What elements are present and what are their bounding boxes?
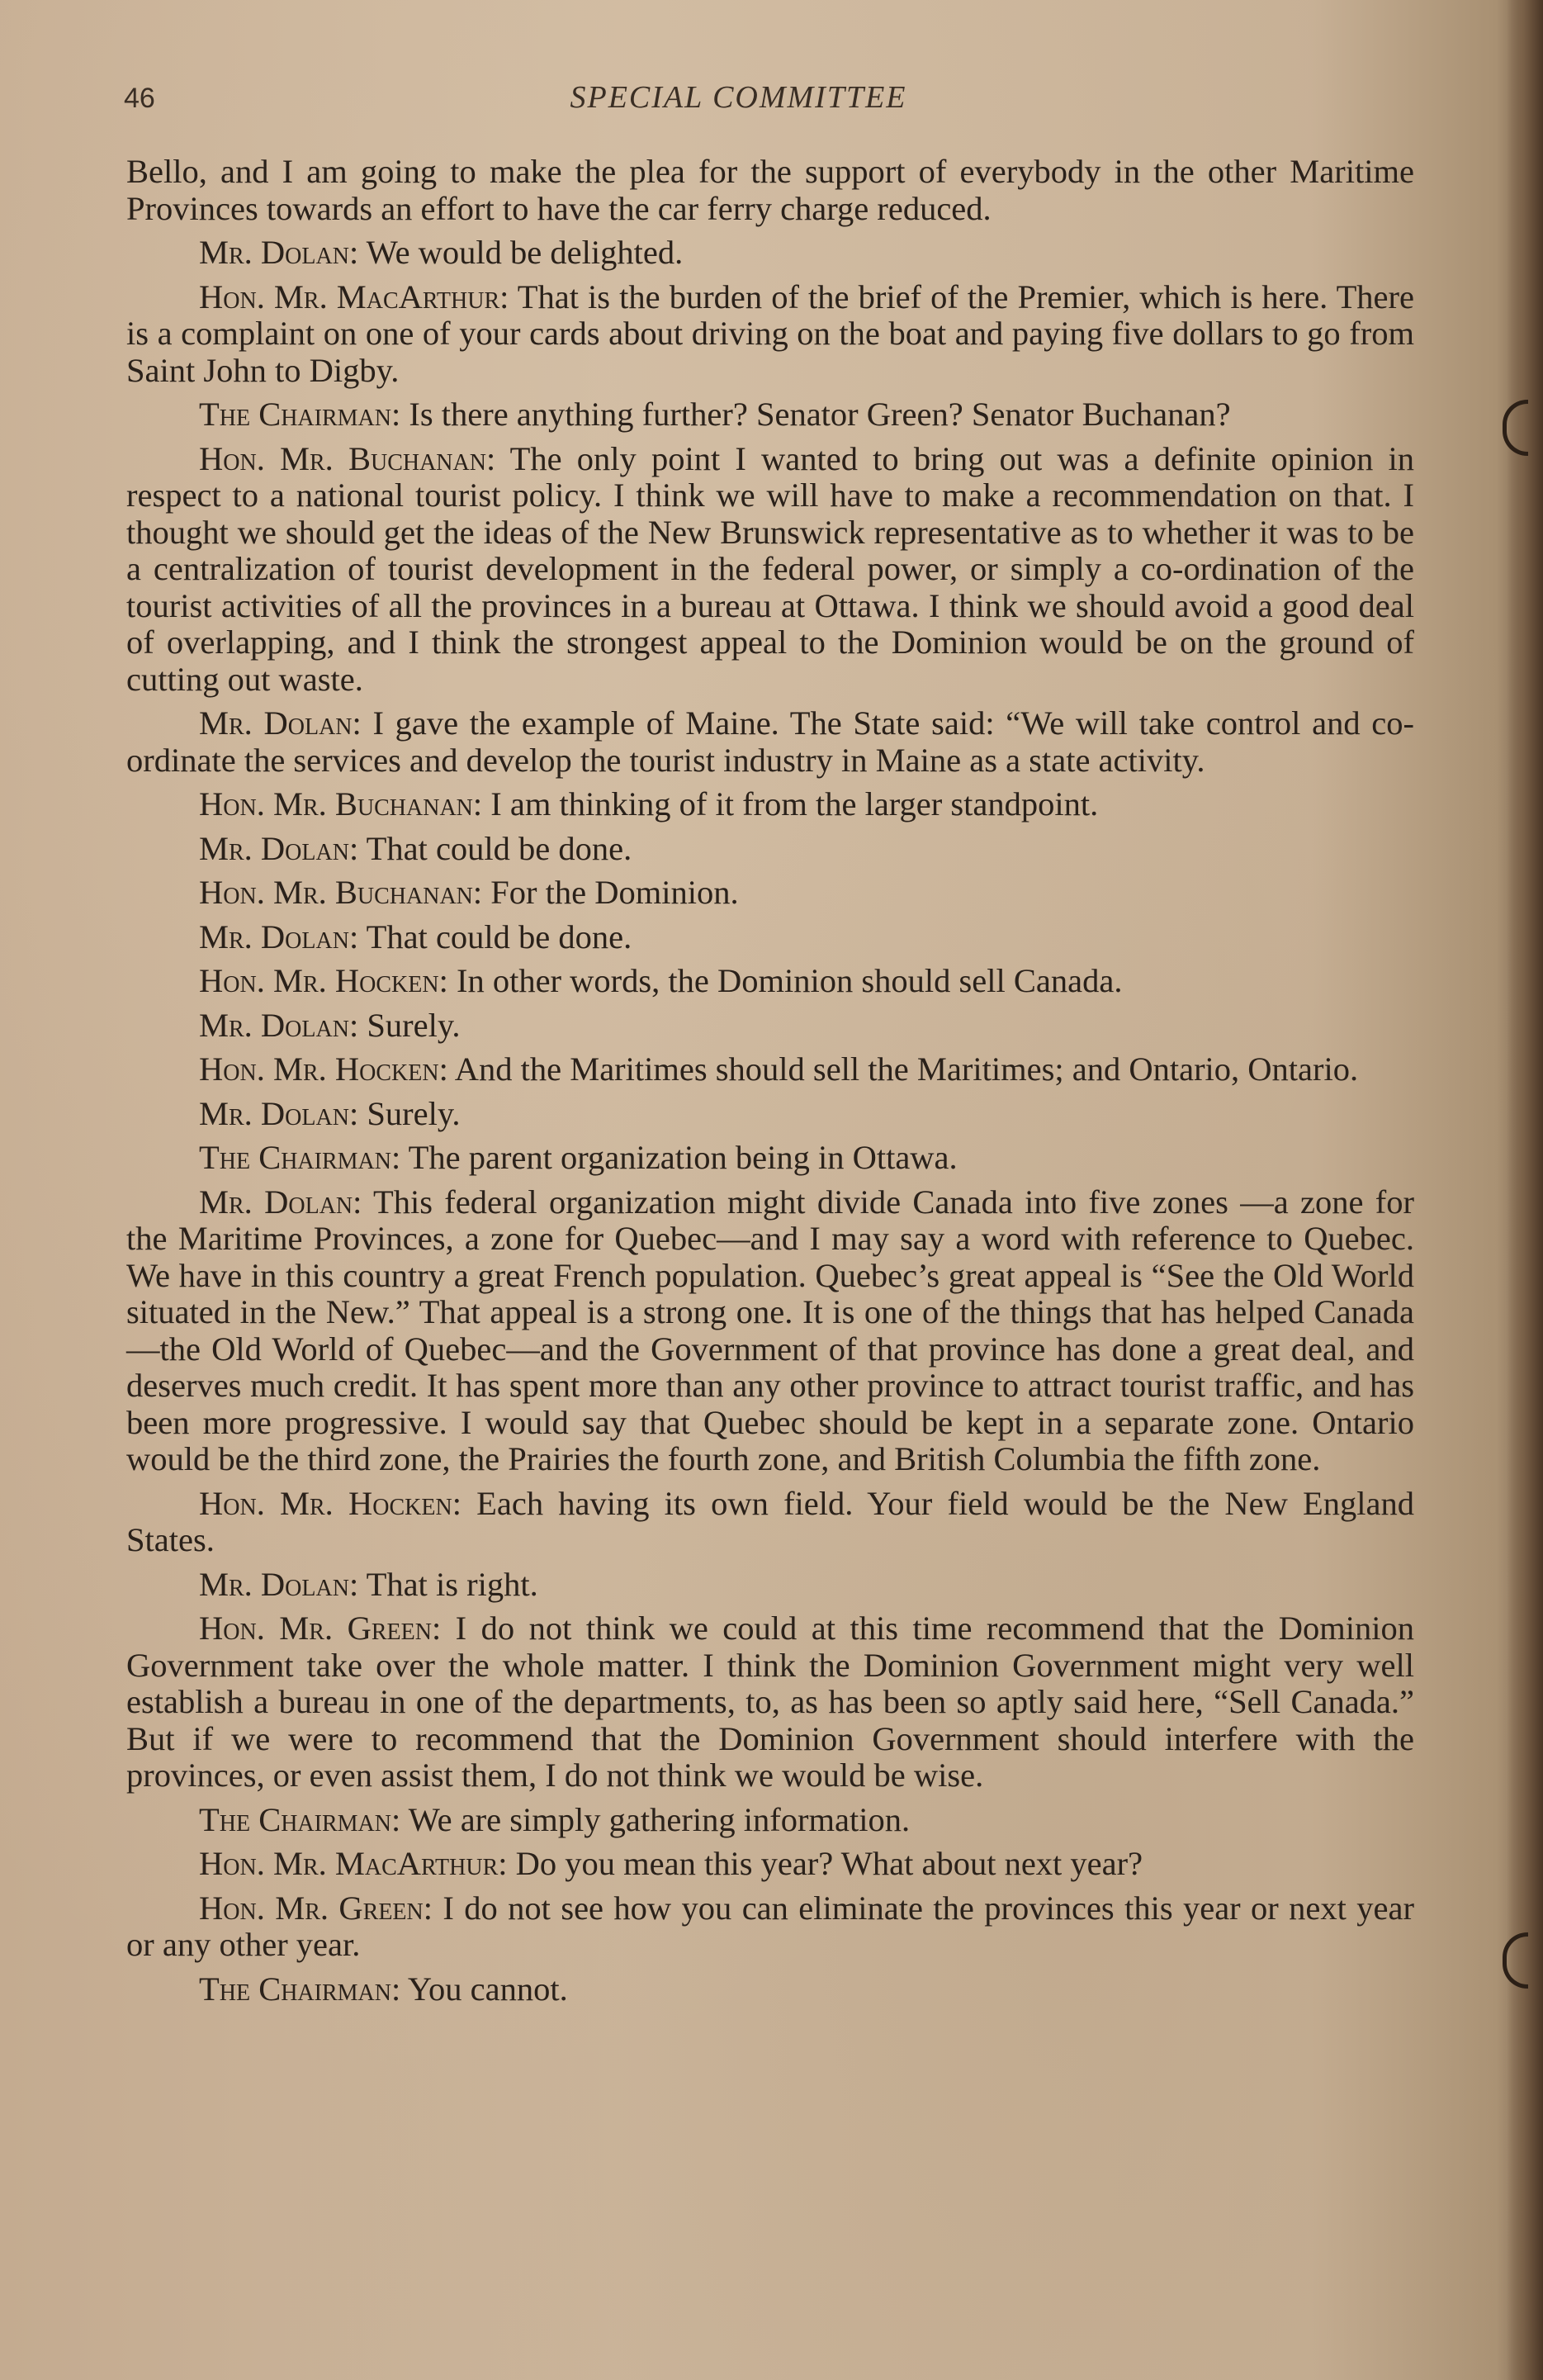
- speaker-name: The Chairman:: [199, 1800, 401, 1838]
- running-head: SPECIAL COMMITTEE: [570, 80, 907, 115]
- transcript-paragraph: [126, 963, 1414, 1000]
- paragraph-text: That could be done.: [358, 917, 632, 955]
- speaker-name: The Chairman:: [199, 1970, 401, 2008]
- transcript-paragraph: [126, 441, 1414, 699]
- transcript-paragraph: [126, 919, 1414, 956]
- paragraph-text: This federal organization might divide Canada into five zones —a zone for the Maritime Provinces, a zone for Quebec—and I may say a word with reference to Quebec. We have in this country a great French population. Quebec’s great appeal is “See the Old World situated in the New.” That appeal is a strong one. It is one of the things that has helped Canada—the Old World of Quebec—and the Government of that province has done a great deal, and deserves much credit. It has spent more than any other province to attract tourist traffic, and has been more progressive. I would say that Quebec should be kept in a separate zone. Ontario would be the third zone, the Prairies the fourth zone, and British Columbia the fifth zone.: [126, 1183, 1414, 1477]
- speaker-name: The Chairman:: [199, 1139, 401, 1176]
- paragraph-text: That is right.: [358, 1565, 538, 1603]
- speaker-name: Mr. Dolan:: [199, 1006, 359, 1044]
- paragraph-text: That could be done.: [358, 829, 632, 867]
- paragraph-text: I do not think we could at this time recommend that the Dominion Government take over the whole matter. I think the Dominion Government might very well establish a bureau in one of the departments, to, as has been so aptly said here, “Sell Canada.” But if we were to recommend that the Dominion Government should interfere with the provinces, or even assist them, I do not think we would be wise.: [126, 1610, 1414, 1794]
- transcript-paragraph: [126, 1567, 1414, 1604]
- speaker-name: Hon. Mr. Buchanan:: [199, 785, 483, 823]
- transcript-paragraph: [126, 1890, 1414, 1964]
- transcript-paragraph: [126, 705, 1414, 779]
- book-spine-shadow: [1507, 0, 1543, 2380]
- paragraph-text: Is there anything further? Senator Green? Senator Buchanan?: [400, 396, 1231, 433]
- transcript-paragraph: [126, 235, 1414, 272]
- paragraph-text: You cannot.: [400, 1970, 568, 2008]
- speaker-name: Hon. Mr. Buchanan:: [199, 439, 496, 477]
- speaker-name: Hon. Mr. Green:: [199, 1889, 433, 1927]
- transcript-paragraph: [126, 1140, 1414, 1177]
- paragraph-text: Surely.: [358, 1006, 461, 1044]
- speaker-name: Hon. Mr. Buchanan:: [199, 874, 483, 911]
- paragraph-text: In other words, the Dominion should sell Canada.: [447, 962, 1123, 999]
- paragraph-text: Each having its own field. Your field would be the New England States.: [126, 1484, 1415, 1558]
- speaker-name: Mr. Dolan:: [199, 234, 359, 271]
- paragraph-text: The parent organization being in Ottawa.: [400, 1139, 958, 1176]
- speaker-name: Mr. Dolan:: [199, 704, 362, 742]
- transcript-paragraph: [126, 1846, 1414, 1883]
- paragraph-text: Bello, and I am going to make the plea for the support of everybody in the other Maritime Provinces towards an effort to have the car ferry charge reduced.: [126, 153, 1414, 227]
- speaker-name: Hon. Mr. Hocken:: [199, 962, 448, 999]
- page-number: 46: [124, 83, 155, 114]
- transcript-paragraph: [126, 831, 1414, 868]
- transcript-paragraph: [126, 1184, 1414, 1478]
- speaker-name: Hon. Mr. MacArthur:: [199, 277, 509, 315]
- speaker-name: Mr. Dolan:: [199, 1094, 359, 1132]
- paragraph-text: The only point I wanted to bring out was a definite opinion in respect to a national tourist policy. I think we will have to make a recommendation on that. I thought we should get the ideas of the New Brunswick representative as to whether it was to be a centralization of tourist development in the federal power, or simply a co-ordination of the tourist activities of all the provinces in a bureau at Ottawa. I think we should avoid a good deal of overlapping, and I think the strongest appeal to the Dominion would be on the ground of cutting out waste.: [126, 439, 1414, 698]
- paragraph-text: We would be delighted.: [358, 234, 684, 271]
- speaker-name: The Chairman:: [199, 396, 401, 433]
- speaker-name: Hon. Mr. Green:: [199, 1610, 442, 1647]
- speaker-name: Hon. Mr. MacArthur:: [199, 1845, 508, 1882]
- transcript-paragraph: [126, 279, 1414, 390]
- speaker-name: Hon. Mr. Hocken:: [199, 1484, 461, 1522]
- transcript-paragraph: [126, 154, 1414, 227]
- transcript-paragraph: [126, 875, 1414, 912]
- paragraph-text: Surely.: [358, 1094, 461, 1132]
- paragraph-text: I do not see how you can eliminate the provinces this year or next year or any other year.: [126, 1889, 1414, 1963]
- speaker-name: Mr. Dolan:: [199, 917, 359, 955]
- transcript-paragraph: [126, 396, 1414, 434]
- transcript-paragraph: [126, 1802, 1414, 1839]
- speaker-name: Mr. Dolan:: [199, 829, 359, 867]
- paragraph-text: We are simply gathering information.: [400, 1800, 911, 1838]
- transcript-paragraph: [126, 1051, 1414, 1088]
- transcript-paragraph: [126, 1096, 1414, 1133]
- transcript-paragraph: [126, 1610, 1414, 1794]
- paragraph-text: And the Maritimes should sell the Maritimes; and Ontario, Ontario.: [447, 1050, 1359, 1088]
- transcript-paragraph: [126, 1007, 1414, 1045]
- transcript-paragraph: [126, 1486, 1414, 1559]
- paragraph-text: That is the burden of the brief of the Premier, which is here. There is a complaint on one of your cards about driving on the boat and paying five dollars to go from Saint John to Digby.: [126, 277, 1414, 389]
- transcript-body: [126, 154, 1414, 2015]
- speaker-name: Mr. Dolan:: [199, 1183, 362, 1221]
- speaker-name: Hon. Mr. Hocken:: [199, 1050, 448, 1088]
- paragraph-text: Do you mean this year? What about next year?: [507, 1845, 1143, 1882]
- paragraph-text: For the Dominion.: [482, 874, 739, 911]
- paragraph-text: I gave the example of Maine. The State said: “We will take control and co-ordinate the services and develop the tourist industry in Maine as a state activity.: [126, 704, 1414, 779]
- paragraph-text: I am thinking of it from the larger standpoint.: [482, 785, 1099, 823]
- transcript-paragraph: [126, 786, 1414, 823]
- speaker-name: Mr. Dolan:: [199, 1565, 359, 1603]
- transcript-paragraph: [126, 1971, 1414, 2008]
